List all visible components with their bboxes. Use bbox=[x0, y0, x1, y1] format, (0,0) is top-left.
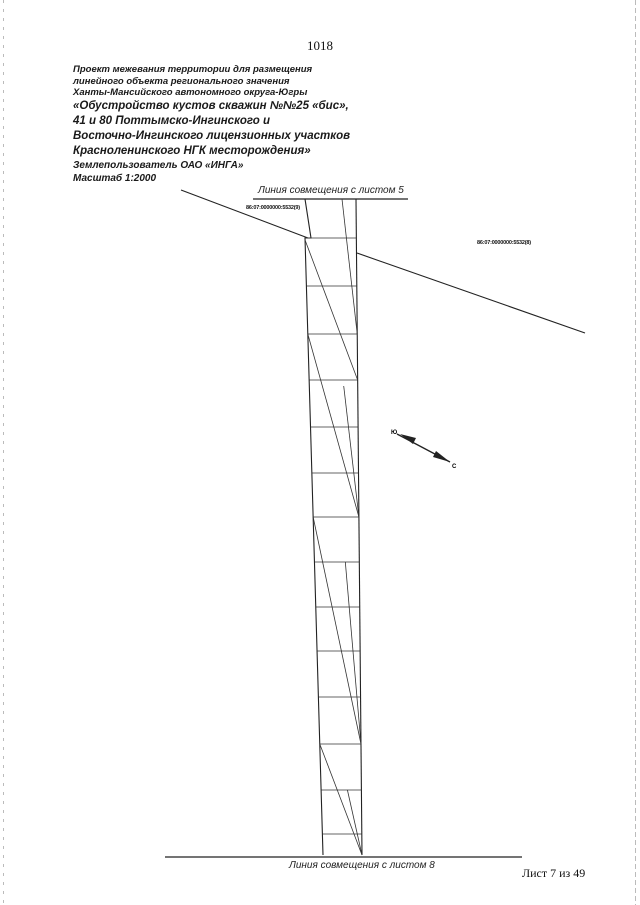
header-line-4: «Обустройство кустов скважин №№25 «бис», bbox=[73, 99, 349, 112]
hatch-diagonal bbox=[305, 240, 358, 380]
parcel-id-left: 86:07:0000000:5532(9) bbox=[246, 205, 300, 211]
hatch-diagonal bbox=[345, 562, 361, 744]
page-number: 1018 bbox=[307, 38, 333, 53]
north-arrow bbox=[391, 430, 457, 470]
land-user: Землепользователь ОАО «ИНГА» bbox=[73, 159, 244, 171]
corridor-left-edge bbox=[305, 199, 323, 855]
parcel-id-right: 86:07:0000000:5532(8) bbox=[477, 240, 531, 246]
header-line-2: линейного объекта регионального значения bbox=[73, 75, 290, 87]
compass-south-label: Ю bbox=[391, 430, 398, 436]
hatch-diagonal bbox=[308, 334, 359, 517]
header-line-3: Ханты-Мансийского автономного округа-Югры bbox=[73, 87, 308, 98]
top-match-line-label: Линия совмещения с листом 5 bbox=[258, 185, 404, 196]
hatch-diagonal bbox=[320, 744, 362, 855]
header-line-6: Восточно-Ингинского лицензионных участков bbox=[73, 129, 351, 142]
header-line-7: Красноленинского НГК месторождения» bbox=[73, 144, 311, 157]
header-line-5: 41 и 80 Поттымско-Ингинского и bbox=[73, 114, 271, 127]
boundary-line-right bbox=[357, 253, 585, 333]
hatch-diagonal bbox=[344, 386, 359, 517]
sheet-number: Лист 7 из 49 bbox=[522, 866, 586, 880]
hatch-diagonal bbox=[313, 517, 361, 744]
corridor-right-edge bbox=[356, 199, 362, 855]
bottom-match-line-label: Линия совмещения с листом 8 bbox=[289, 860, 435, 871]
map-scale: Масштаб 1:2000 bbox=[73, 172, 157, 184]
hatch-diagonal bbox=[342, 199, 357, 334]
boundary-line-left bbox=[181, 190, 308, 238]
header-line-1: Проект межевания территории для размещения bbox=[73, 64, 313, 75]
compass-north-label: С bbox=[452, 464, 457, 470]
